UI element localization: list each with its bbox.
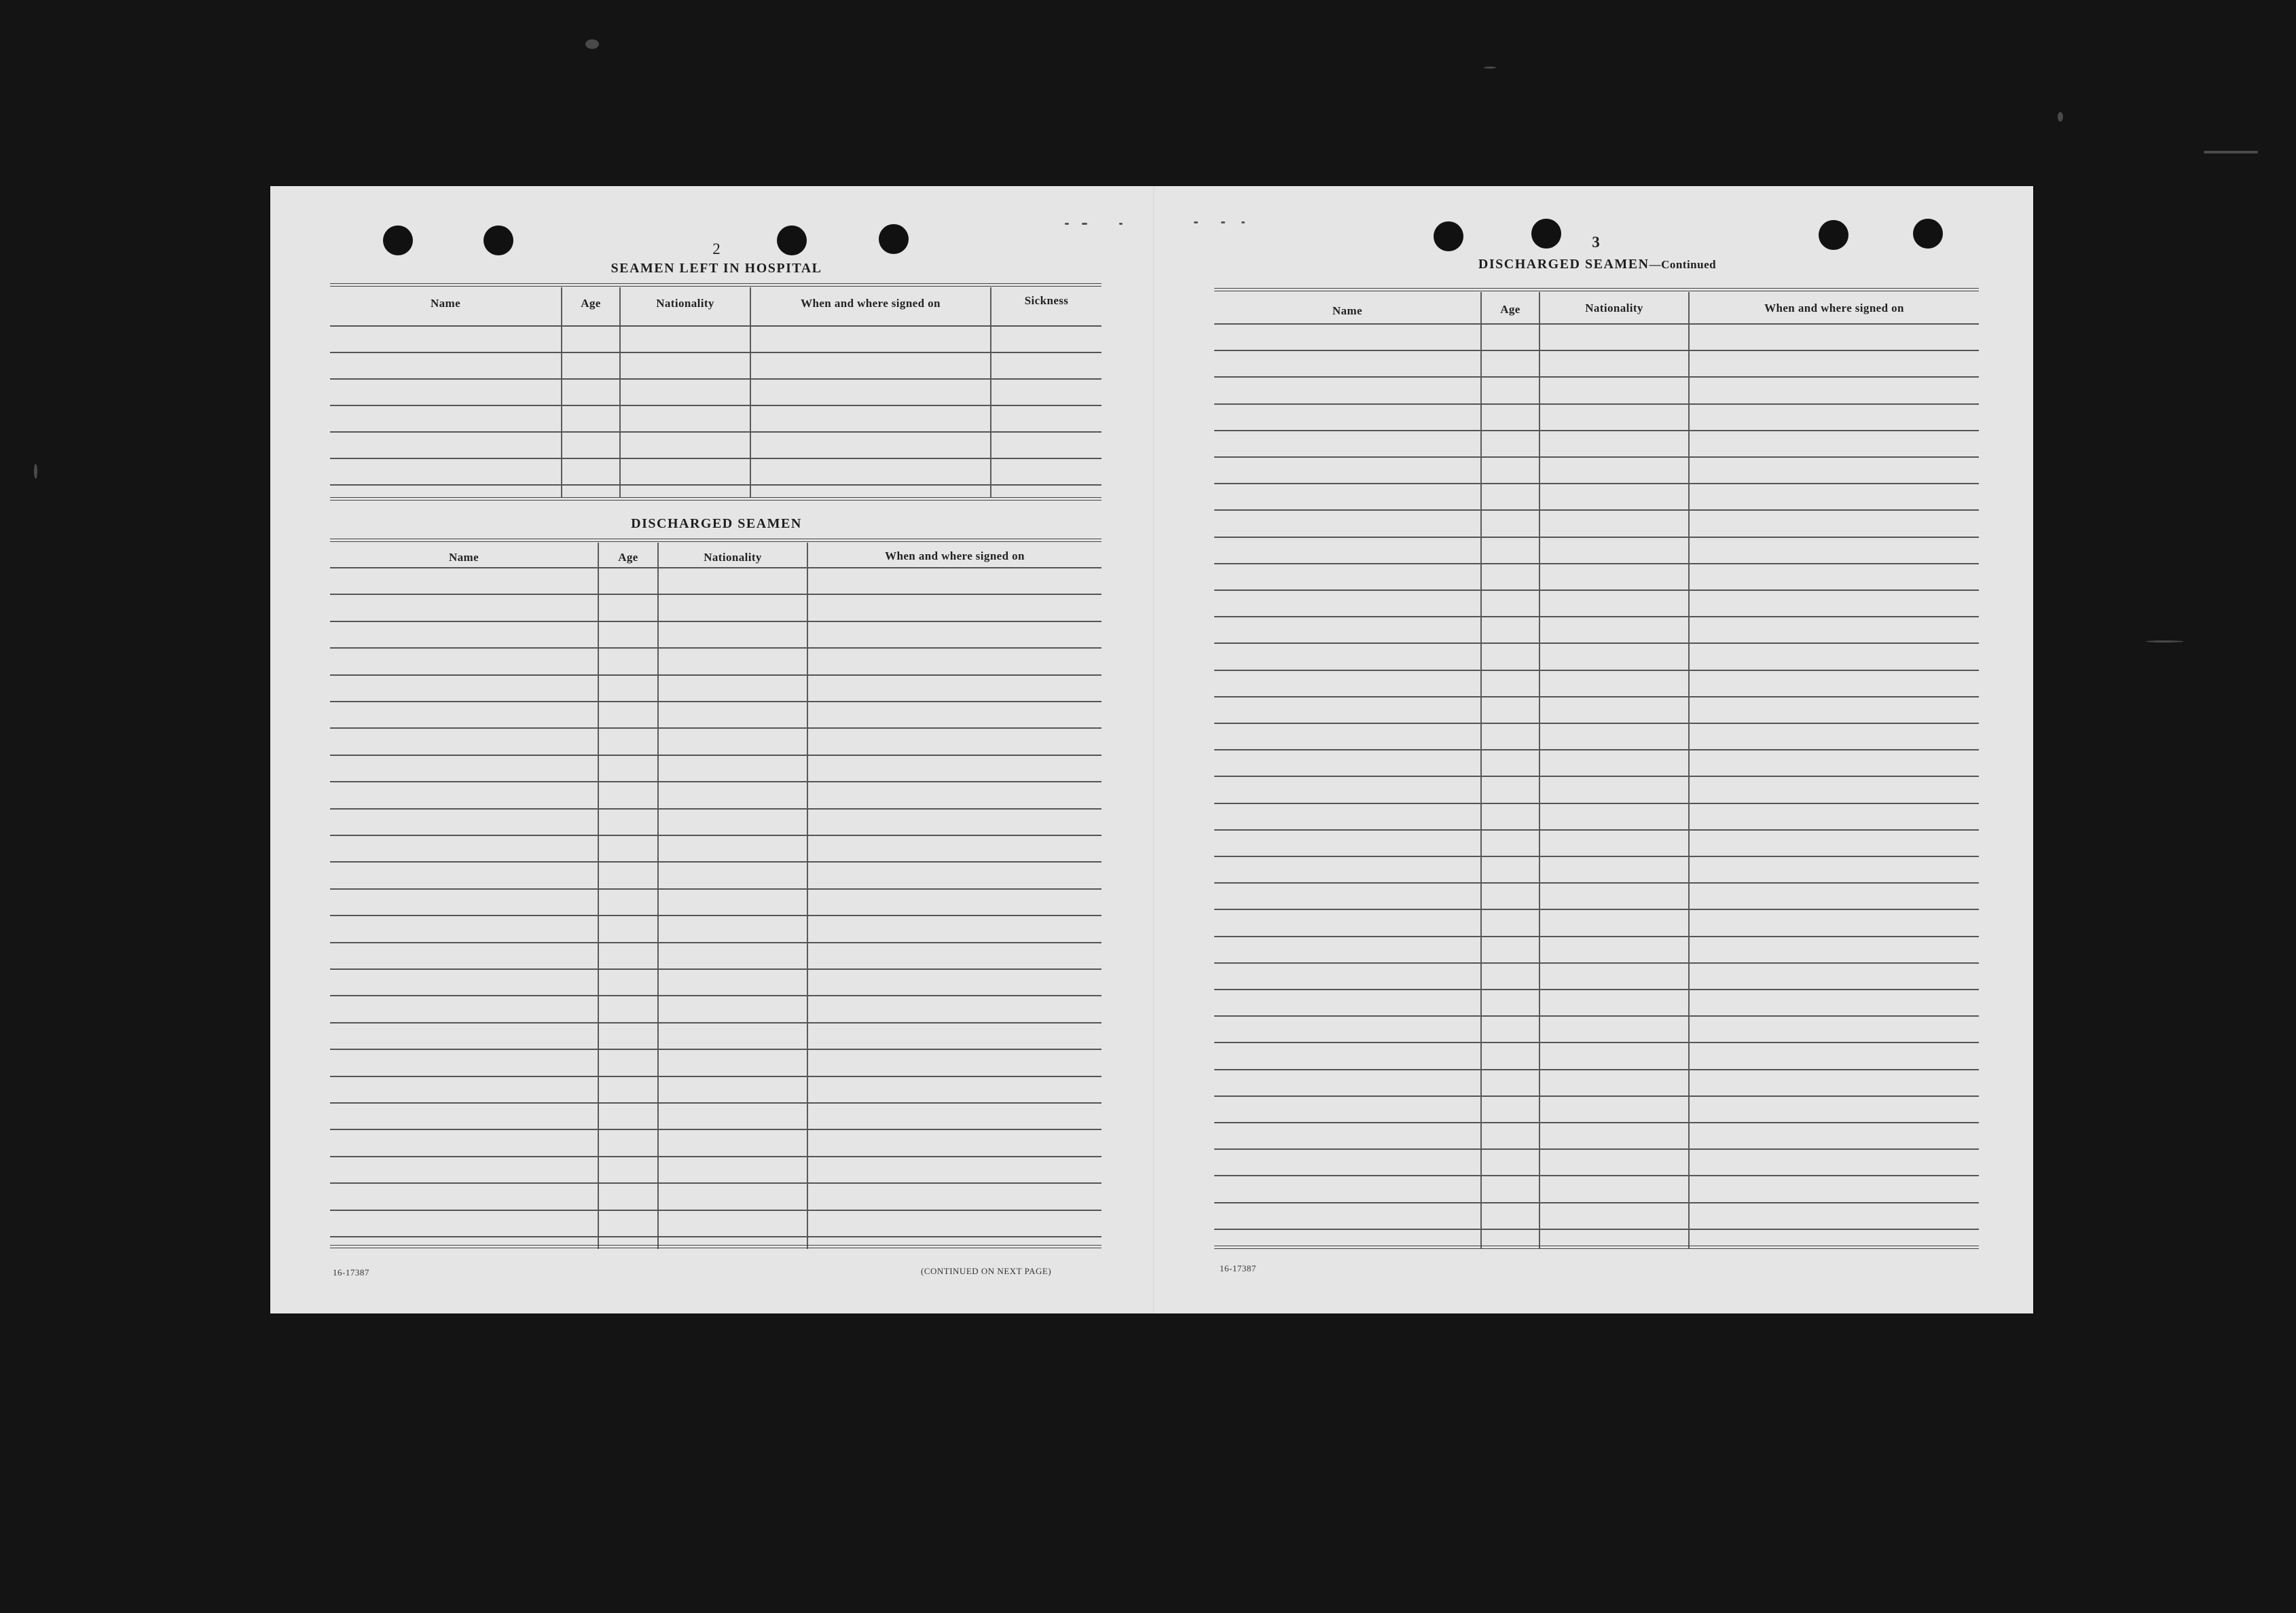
table-row-line xyxy=(330,567,1101,568)
col-header-age: Age xyxy=(1500,303,1520,316)
column-divider xyxy=(750,287,751,498)
section-title-text: DISCHARGED SEAMEN xyxy=(1478,257,1650,272)
table-row-line xyxy=(1214,936,1979,937)
table-row-line xyxy=(330,458,1101,459)
table-row-line xyxy=(1214,1095,1979,1097)
center-fold xyxy=(1153,186,1154,1313)
table-row-line xyxy=(330,1022,1101,1023)
table-row-line xyxy=(1214,323,1979,325)
table-row-line xyxy=(1214,483,1979,484)
table-row-line xyxy=(1214,776,1979,777)
table-row-line xyxy=(330,405,1101,406)
table-bottom-rule xyxy=(330,1245,1101,1248)
table-top-rule xyxy=(330,283,1101,287)
table-row-line xyxy=(1214,856,1979,857)
discharged-section-title: DISCHARGED SEAMEN xyxy=(631,516,802,531)
column-divider xyxy=(1688,292,1690,1248)
table-row-line xyxy=(330,378,1101,380)
column-divider xyxy=(1539,292,1540,1248)
table-row-line xyxy=(1214,537,1979,538)
punch-hole xyxy=(1531,219,1561,249)
table-row-line xyxy=(330,1076,1101,1077)
table-row-line xyxy=(1214,642,1979,644)
table-row-line xyxy=(1214,403,1979,405)
table-top-rule xyxy=(1214,288,1979,291)
table-row-line xyxy=(1214,350,1979,351)
col-header-age: Age xyxy=(581,297,601,310)
table-row-line xyxy=(330,968,1101,970)
table-row-line xyxy=(330,808,1101,810)
table-row-line xyxy=(1214,616,1979,617)
punch-hole xyxy=(383,225,413,255)
table-bottom-rule xyxy=(1214,1246,1979,1249)
discharged-table-left xyxy=(330,539,1101,1249)
table-row-line xyxy=(1214,989,1979,990)
table-row-line xyxy=(1214,1148,1979,1150)
table-row-line xyxy=(330,352,1101,353)
punch-hole xyxy=(1819,220,1848,250)
table-row-line xyxy=(1214,829,1979,831)
col-header-signed-on: When and where signed on xyxy=(1764,302,1904,314)
table-row-line xyxy=(330,1129,1101,1130)
hospital-table xyxy=(330,283,1101,501)
table-row-line xyxy=(1214,723,1979,724)
continued-note: (CONTINUED ON NEXT PAGE) xyxy=(921,1266,1052,1276)
form-number-left: 16-17387 xyxy=(333,1267,369,1277)
punch-hole xyxy=(777,225,807,255)
form-number-right: 16-17387 xyxy=(1220,1263,1256,1273)
column-divider xyxy=(619,287,621,498)
page-number-right: 3 xyxy=(1592,234,1600,251)
discharged-continued-title xyxy=(1478,257,1716,272)
table-row-line xyxy=(330,1156,1101,1157)
table-row-line xyxy=(1214,1042,1979,1043)
col-header-name: Name xyxy=(448,551,479,564)
punch-hole xyxy=(484,225,513,255)
table-row-line xyxy=(330,621,1101,622)
table-row-line xyxy=(1214,509,1979,511)
table-row-line xyxy=(330,888,1101,890)
table-row-line xyxy=(1214,962,1979,964)
hospital-section-title: SEAMEN LEFT IN HOSPITAL xyxy=(611,261,822,276)
table-row-line xyxy=(1214,563,1979,564)
discharged-table-right xyxy=(1214,288,1979,1252)
table-row-line xyxy=(1214,1229,1979,1230)
ink-smudge xyxy=(1119,223,1123,225)
table-row-line xyxy=(330,942,1101,943)
table-row-line xyxy=(330,1102,1101,1104)
table-row-line xyxy=(1214,1015,1979,1017)
film-scratch xyxy=(2146,640,2183,642)
table-row-line xyxy=(330,1236,1101,1237)
column-divider xyxy=(1480,292,1482,1248)
col-header-nationality: Nationality xyxy=(1585,302,1643,314)
col-header-name: Name xyxy=(1332,304,1363,317)
section-title-suffix: —Continued xyxy=(1649,258,1717,271)
table-row-line xyxy=(1214,376,1979,378)
table-row-line xyxy=(330,1210,1101,1211)
table-row-line xyxy=(1214,1122,1979,1123)
table-row-line xyxy=(1214,456,1979,458)
page-number-left: 2 xyxy=(712,240,721,257)
table-bottom-rule xyxy=(330,497,1101,501)
col-header-age: Age xyxy=(618,551,638,564)
table-row-line xyxy=(330,781,1101,782)
table-row-line xyxy=(1214,909,1979,910)
table-row-line xyxy=(1214,1069,1979,1070)
table-row-line xyxy=(1214,1175,1979,1176)
col-header-sickness: Sickness xyxy=(1024,294,1069,307)
table-row-line xyxy=(1214,749,1979,750)
table-top-rule xyxy=(330,539,1101,542)
table-row-line xyxy=(1214,430,1979,431)
ink-smudge xyxy=(1221,221,1225,223)
table-row-line xyxy=(1214,1202,1979,1203)
column-divider xyxy=(561,287,562,498)
col-header-name: Name xyxy=(430,297,461,310)
col-header-signed-on: When and where signed on xyxy=(801,297,941,310)
film-speck xyxy=(2058,112,2063,122)
table-row-line xyxy=(330,484,1101,486)
table-row-line xyxy=(330,861,1101,863)
table-row-line xyxy=(330,727,1101,729)
punch-hole xyxy=(879,224,909,254)
film-scratch xyxy=(2204,151,2258,153)
table-row-line xyxy=(330,1182,1101,1184)
table-row-line xyxy=(330,701,1101,702)
header-underline xyxy=(330,325,1101,327)
table-row-line xyxy=(1214,670,1979,671)
table-row-line xyxy=(330,431,1101,433)
table-row-line xyxy=(1214,590,1979,591)
punch-hole xyxy=(1434,221,1463,251)
table-row-line xyxy=(330,755,1101,756)
film-speck xyxy=(34,464,37,479)
film-speck xyxy=(1484,67,1496,69)
col-header-signed-on: When and where signed on xyxy=(885,549,1025,562)
ink-smudge xyxy=(1082,223,1087,225)
table-row-line xyxy=(330,647,1101,649)
form-sheet xyxy=(270,186,2033,1313)
table-row-line xyxy=(1214,696,1979,697)
table-row-line xyxy=(1214,882,1979,884)
film-speck xyxy=(585,39,599,49)
table-row-line xyxy=(330,1049,1101,1050)
column-divider xyxy=(990,287,991,498)
col-header-nationality: Nationality xyxy=(704,551,762,564)
ink-smudge xyxy=(1065,223,1069,225)
table-row-line xyxy=(330,674,1101,676)
table-row-line xyxy=(1214,803,1979,804)
table-row-line xyxy=(330,594,1101,595)
punch-hole xyxy=(1913,219,1943,249)
table-row-line xyxy=(330,835,1101,836)
ink-smudge xyxy=(1241,221,1245,223)
table-row-line xyxy=(330,915,1101,916)
ink-smudge xyxy=(1194,221,1198,223)
table-row-line xyxy=(330,995,1101,996)
col-header-nationality: Nationality xyxy=(656,297,714,310)
